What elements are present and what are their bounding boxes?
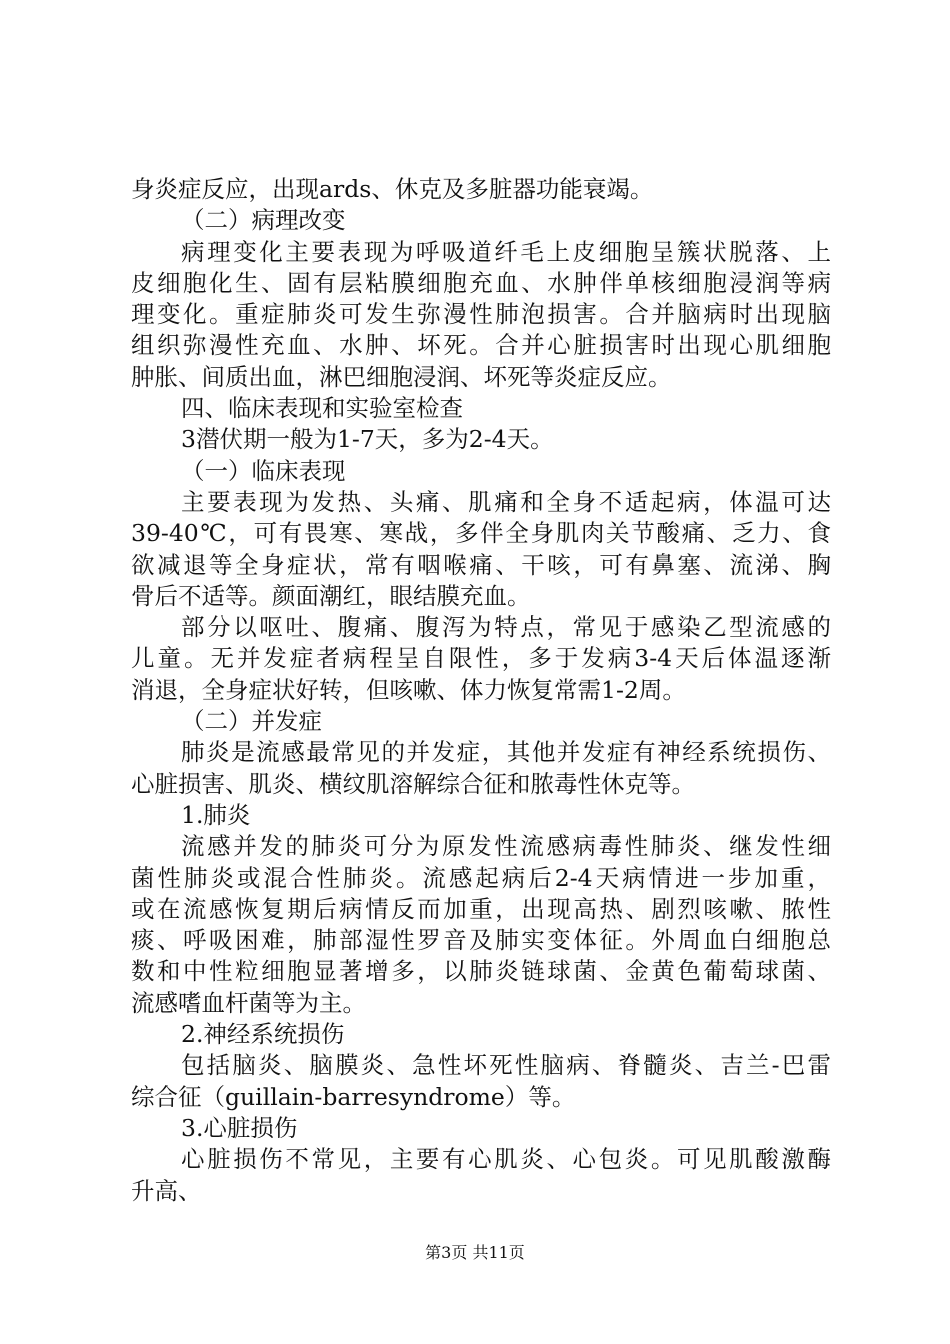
text-line: 升高、 [131,1176,202,1205]
text-line: 痰、呼吸困难，肺部湿性罗音及肺实变体征。外周血白细胞总 [131,926,831,955]
text-line: 心脏损害、肌炎、横纹肌溶解综合征和脓毒性休克等。 [131,769,695,798]
text-line: 部分以呕吐、腹痛、腹泻为特点，常见于感染乙型流感的 [181,613,831,642]
text-line: （二）并发症 [181,707,322,736]
text-line: （一）临床表现 [181,456,346,485]
text-line: 消退，全身症状好转，但咳嗽、体力恢复常需1-2周。 [131,675,686,704]
text-line: 心脏损伤不常见，主要有心肌炎、心包炎。可见肌酸激酶 [181,1145,831,1174]
text-line: 2.神经系统损伤 [181,1020,345,1049]
text-line: 主要表现为发热、头痛、肌痛和全身不适起病，体温可达 [181,487,831,516]
text-line: 39-40℃，可有畏寒、寒战，多伴全身肌肉关节酸痛、乏力、食 [131,519,831,548]
text-line: 1.肺炎 [181,800,251,829]
text-line: 肿胀、间质出血，淋巴细胞浸润、坏死等炎症反应。 [131,362,672,391]
text-line: 组织弥漫性充血、水肿、坏死。合并心脏损害时出现心肌细胞 [131,331,831,360]
text-line: 病理变化主要表现为呼吸道纤毛上皮细胞呈簇状脱落、上 [181,237,831,266]
text-line: 肺炎是流感最常见的并发症，其他并发症有神经系统损伤、 [181,738,831,767]
text-line: （二）病理改变 [181,206,346,235]
text-line: 理变化。重症肺炎可发生弥漫性肺泡损害。合并脑病时出现脑 [131,300,831,329]
text-line: 3潜伏期一般为1-7天，多为2-4天。 [181,425,554,454]
text-line: 流感嗜血杆菌等为主。 [131,988,366,1017]
text-line: 欲减退等全身症状，常有咽喉痛、干咳，可有鼻塞、流涕、胸 [131,550,831,579]
text-line: 四、临床表现和实验室检查 [181,394,463,423]
text-line: 身炎症反应，出现ards、休克及多脏器功能衰竭。 [131,175,654,203]
text-line: 骨后不适等。颜面潮红，眼结膜充血。 [131,581,531,610]
text-line: 3.心脏损伤 [181,1113,298,1142]
text-line: 数和中性粒细胞显著增多，以肺炎链球菌、金黄色葡萄球菌、 [131,957,831,986]
text-line: 流感并发的肺炎可分为原发性流感病毒性肺炎、继发性细 [181,832,831,861]
text-line: 皮细胞化生、固有层粘膜细胞充血、水肿伴单核细胞浸润等病 [131,268,831,297]
text-line: 包括脑炎、脑膜炎、急性坏死性脑病、脊髓炎、吉兰-巴雷 [181,1051,831,1080]
document-body [131,174,831,1207]
text-line: 或在流感恢复期后病情反而加重，出现高热、剧烈咳嗽、脓性 [131,894,831,923]
page-footer: 第3页 共11页 [425,1243,525,1262]
text-line: 综合征（guillain-barresyndrome）等。 [131,1082,576,1111]
text-line: 菌性肺炎或混合性肺炎。流感起病后2-4天病情进一步加重， [131,863,831,892]
text-line: 儿童。无并发症者病程呈自限性，多于发病3-4天后体温逐渐 [131,644,831,673]
